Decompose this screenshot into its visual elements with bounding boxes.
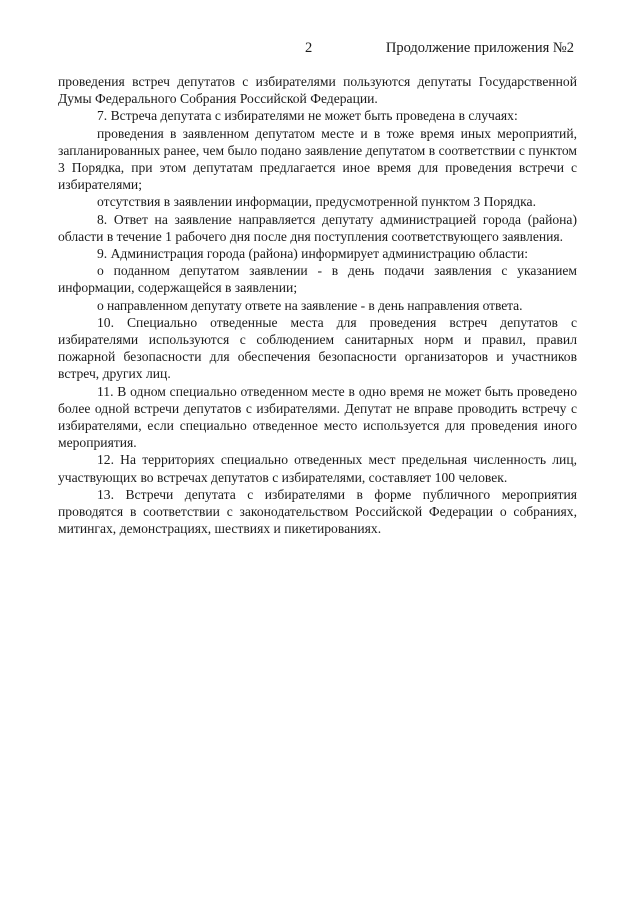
- paragraph-item-10: 10. Специально отведенные места для проведения встреч депутатов с избирателями используются с соблюдением санитарных норм и правил, правил пожарной безопасности для обеспечения безопасности организаторов и участников встреч, других лиц.: [58, 314, 577, 382]
- paragraph-item-7: 7. Встреча депутата с избирателями не может быть проведена в случаях:: [97, 108, 518, 124]
- paragraph-item-9-case-2: о направленном депутату ответе на заявление - в день направления ответа.: [97, 297, 523, 313]
- paragraph-item-7-case-2: отсутствия в заявлении информации, предусмотренной пунктом 3 Порядка.: [97, 194, 536, 210]
- paragraph-continuation: проведения встреч депутатов с избирателями пользуются депутаты Государственной Думы Федерального Собрания Российской Федерации.: [58, 74, 577, 107]
- paragraph-item-8: 8. Ответ на заявление направляется депутату администрацией города (района) области в течение 1 рабочего дня после дня поступления соответствующего заявления.: [58, 211, 577, 244]
- paragraph-item-12: 12. На территориях специально отведенных мест предельная численность лиц, участвующих во встречах депутатов с избирателями, составляет 100 человек.: [58, 452, 577, 485]
- page-header: [0, 40, 640, 60]
- appendix-title: Продолжение приложения №2: [385, 40, 574, 56]
- paragraph-item-9: 9. Администрация города (района) информирует администрацию области:: [97, 246, 529, 262]
- paragraph-item-9-case-1: о поданном депутатом заявлении - в день подачи заявления с указанием информации, содержащейся в заявлении;: [58, 263, 577, 296]
- page-number: 2: [305, 40, 313, 56]
- paragraph-item-7-case-1: проведения в заявленном депутатом месте и в тоже время иных мероприятий, запланированных ранее, чем было подано заявление депутатом в соответствии с пунктом 3 Порядка, при этом депутатам предлагается иное время для проведения встречи с избирателями;: [58, 125, 577, 193]
- paragraph-item-11: 11. В одном специально отведенном месте в одно время не может быть проведено более одной встречи депутатов с избирателями. Депутат не вправе проводить встречу с избирателями, если специально отведенное место используется для проведения иного мероприятия.: [58, 383, 577, 451]
- paragraph-item-13: 13. Встречи депутата с избирателями в форме публичного мероприятия проводятся в соответствии с законодательством Российской Федерации о собраниях, митингах, демонстрациях, шествиях и пикетированиях.: [58, 486, 577, 537]
- document-body: [58, 73, 577, 537]
